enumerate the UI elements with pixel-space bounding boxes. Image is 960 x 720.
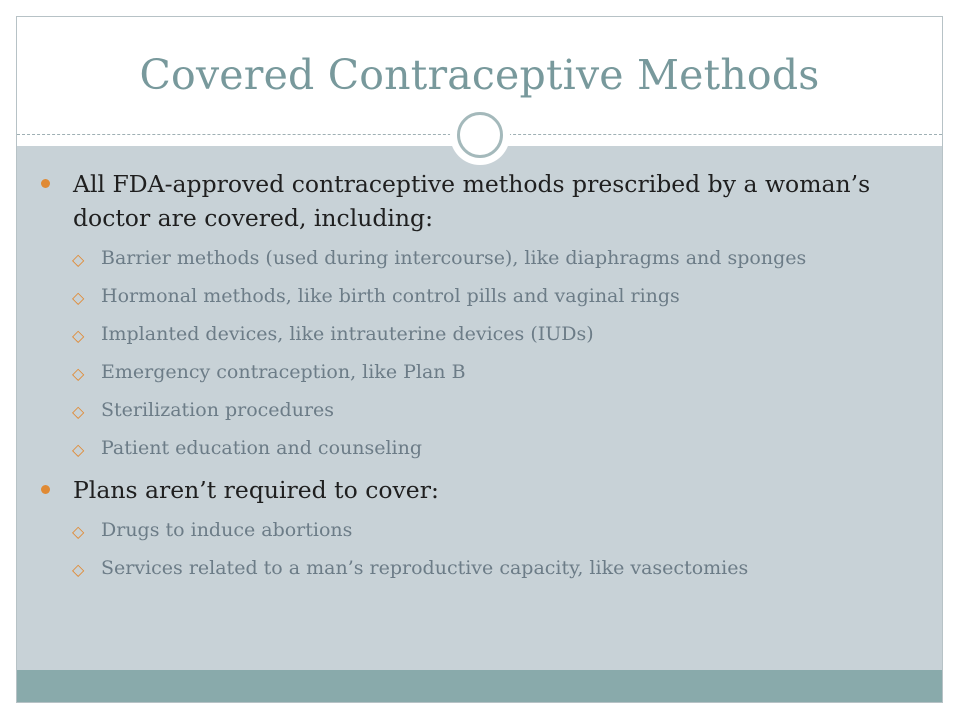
diamond-outline-icon: ◇ (72, 560, 85, 579)
ring-inner (457, 112, 503, 158)
bullet-dot-icon (41, 179, 50, 188)
sub-list-item (39, 517, 919, 544)
slide-content (39, 167, 919, 593)
footer-band (17, 670, 942, 702)
diamond-outline-icon: ◇ (72, 440, 85, 459)
ring-icon (450, 105, 510, 165)
bullet-text: All FDA-approved contraceptive methods prescribed by a woman’s doctor are covered, including: (73, 170, 871, 232)
diamond-outline-icon: ◇ (72, 402, 85, 421)
sub-item-text: Drugs to induce abortions (101, 519, 353, 541)
sub-list-item (39, 359, 919, 386)
sub-item-text: Hormonal methods, like birth control pills and vaginal rings (101, 285, 680, 307)
slide (16, 16, 943, 703)
sub-list-item (39, 397, 919, 424)
sub-item-text: Patient education and counseling (101, 437, 423, 459)
sub-item-text: Sterilization procedures (101, 399, 335, 421)
diamond-outline-icon: ◇ (72, 522, 85, 541)
bullet-dot-icon (41, 485, 50, 494)
bullet-text: Plans aren’t required to cover: (73, 476, 439, 504)
sub-list-item (39, 435, 919, 462)
sub-item-text: Implanted devices, like intrauterine devices (IUDs) (101, 323, 594, 345)
sub-list-item (39, 555, 919, 582)
slide-title: Covered Contraceptive Methods (139, 51, 820, 99)
sub-list-item (39, 321, 919, 348)
sub-list-item (39, 283, 919, 310)
sub-list (39, 245, 919, 462)
bullet-item (39, 167, 919, 235)
sub-item-text: Emergency contraception, like Plan B (101, 361, 466, 383)
sub-list-item (39, 245, 919, 272)
diamond-outline-icon: ◇ (72, 364, 85, 383)
diamond-outline-icon: ◇ (72, 288, 85, 307)
sub-item-text: Barrier methods (used during intercourse), like diaphragms and sponges (101, 247, 807, 269)
sub-item-text: Services related to a man’s reproductive capacity, like vasectomies (101, 557, 749, 579)
sub-list (39, 517, 919, 582)
bullet-item (39, 473, 919, 507)
diamond-outline-icon: ◇ (72, 250, 85, 269)
diamond-outline-icon: ◇ (72, 326, 85, 345)
